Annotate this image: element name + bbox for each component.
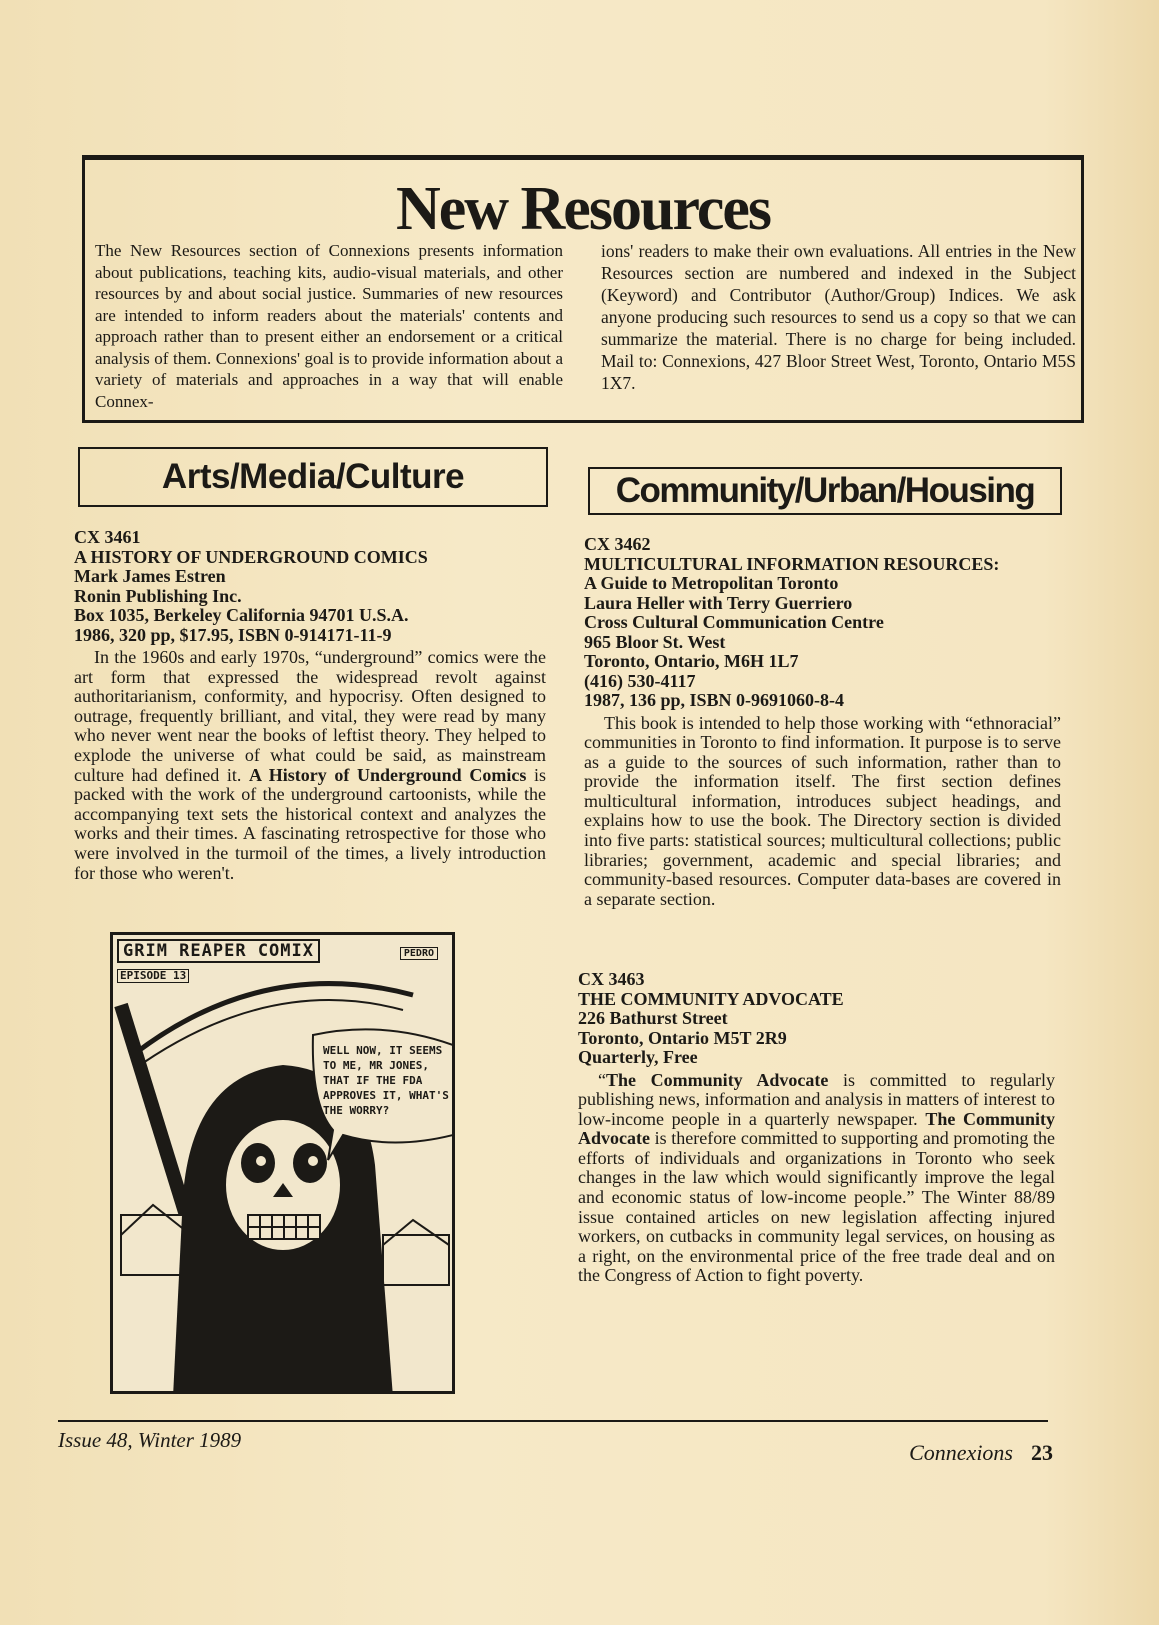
page-title: New Resources — [395, 175, 771, 243]
entry-title: A HISTORY OF UNDERGROUND COMICS — [74, 546, 428, 567]
entry-street: 965 Bloor St. West — [584, 631, 726, 652]
entry-publisher: Ronin Publishing Inc. — [74, 585, 242, 606]
entry-title: THE COMMUNITY ADVOCATE — [578, 988, 844, 1009]
comic-drawing — [113, 935, 455, 1394]
entry-id: CX 3461 — [74, 527, 141, 547]
entry-subtitle: A Guide to Metropolitan Toronto — [584, 573, 839, 593]
grim-reaper-comic-illustration — [110, 932, 455, 1394]
comic-speech-bubble: WELL NOW, IT SEEMS TO ME, MR JONES, THAT IF THE FDA APPROVES IT, WHAT'S THE WORRY? — [323, 1044, 449, 1117]
footer-divider — [58, 1420, 1048, 1422]
entry-street: 226 Bathurst Street — [578, 1008, 728, 1028]
entry-title: MULTICULTURAL INFORMATION RESOURCES: — [584, 553, 1000, 574]
entry-city: Toronto, Ontario M5T 2R9 — [578, 1027, 787, 1048]
entry-address: Box 1035, Berkeley California 94701 U.S.A. — [74, 605, 409, 625]
comic-episode: EPISODE 13 — [117, 969, 189, 983]
entry-summary: This book is intended to help those working with “ethnoracial” communities in Toronto to find information. It purpose is to serve as a guide to the sources of such information, rather than to provide the information itself. The first section defines multicultural information, introduces subject headings, and explains how to use the book. The Directory section is divided into five parts: statistical sources; multicultural collections; public libraries; government, academic and special libraries; and community-based resources. Computer data-bases are covered in a separate section. — [584, 712, 1061, 909]
footer-magazine-page — [909, 1440, 1053, 1466]
entry-summary: In the 1960s and early 1970s, “underground” comics were the art form that expressed the widespread revolt against authoritarianism, conformity, and hypocrisy. Often designed to outrage, frequently brilliant, and vital, they were read by many who never went near the books of leftist theory. They helped to explode the universe of what could be said, as mainstream culture had defined it. A History of Underground Comics is packed with the work of the underground cartoonists, while the accompanying text sets the historical context and analyzes the works and their times. A fascinating retrospective for those who were involved in the turmoil of the times, a lively introduction for those who weren't. — [74, 647, 546, 883]
intro-text-right: ions' readers to make their own evaluations. All entries in the New Resources section are numbered and indexed in the Subject (Keyword) and Contributor (Author/Group) Indices. We ask anyone producing such resources to send us a copy so that we can summarize the material. There is no charge for being included. Mail to: Connexions, 427 Bloor Street West, Toronto, Ontario M5S 1X7. — [601, 241, 1076, 393]
entry-cx3462 — [584, 535, 1061, 909]
comic-artist: PEDRO — [400, 947, 438, 960]
page-number: 23 — [1031, 1440, 1053, 1465]
entry-author: Laura Heller with Terry Guerriero — [584, 592, 853, 613]
entry-cx3461 — [74, 528, 546, 883]
footer-issue: Issue 48, Winter 1989 — [58, 1428, 242, 1452]
entry-phone: (416) 530-4117 — [584, 670, 696, 691]
entry-publisher: Cross Cultural Communication Centre — [584, 612, 884, 632]
entry-details: 1987, 136 pp, ISBN 0-9691060-8-4 — [584, 690, 845, 710]
footer-magazine: Connexions — [909, 1440, 1013, 1465]
entry-author: Mark James Estren — [74, 566, 226, 586]
new-resources-header-box — [82, 155, 1084, 423]
section-heading-arts-media-culture: Arts/Media/Culture — [78, 447, 548, 507]
entry-summary: “The Community Advocate is committed to regularly publishing news, information and analysis in matters of interest to low-income people in a quarterly newspaper. The Community Advocate is therefore committed to supporting and promoting the efforts of individuals and organizations in Toronto who seek changes in the law which would significantly improve the legal and economic status of low-income people.” The Winter 88/89 issue contained articles on new legislation affecting injured workers, on cutbacks in community legal services, on housing as a right, on the environmental price of the free trade deal and on the Congress of Action to fight poverty. — [578, 1069, 1056, 1286]
entry-details: Quarterly, Free — [578, 1047, 698, 1067]
entry-cx3463 — [578, 970, 1055, 1286]
entry-id: CX 3463 — [578, 969, 645, 989]
entry-city: Toronto, Ontario, M6H 1L7 — [584, 651, 799, 671]
section-heading-community-urban-housing: Community/Urban/Housing — [588, 467, 1062, 515]
entry-id: CX 3462 — [584, 534, 651, 554]
entry-details: 1986, 320 pp, $17.95, ISBN 0-914171-11-9 — [74, 624, 392, 645]
intro-text-left: The New Resources section of Connexions presents information about publications, teaching kits, audio-visual materials, and other resources by and about social justice. Summaries of new resources are intended to inform readers about the materials' contents and approach rather than to present either an endorsement or a critical analysis of them. Connexions' goal is to provide information about a variety of materials and approaches in a way that will enable Connex- — [95, 241, 563, 411]
comic-title: GRIM REAPER COMIX — [117, 939, 320, 963]
